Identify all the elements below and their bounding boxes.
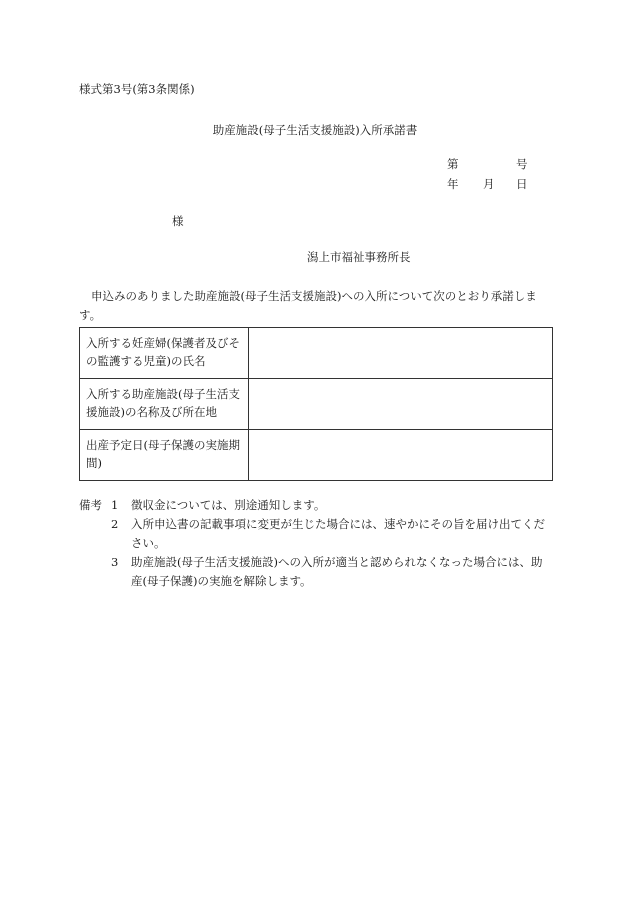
issuer-name: 潟上市福祉事務所長	[307, 250, 411, 264]
notes-heading: 備考	[79, 498, 102, 512]
note-item	[79, 515, 553, 553]
date-day-label: 日	[516, 177, 528, 191]
document-title: 助産施設(母子生活支援施設)入所承諾書	[212, 123, 418, 137]
table-row-value	[249, 379, 553, 430]
document-number-suffix: 号	[516, 157, 528, 171]
table-row-value	[249, 328, 553, 379]
table-row	[80, 430, 553, 481]
date-year-label: 年	[447, 177, 459, 191]
note-item	[79, 553, 553, 591]
table-row	[80, 328, 553, 379]
table-row-label: 入所する妊産婦(保護者及びその監護する児童)の氏名	[80, 328, 249, 379]
note-item	[79, 496, 553, 515]
note-text: 入所申込書の記載事項に変更が生じた場合には、速やかにその旨を届け出てください。	[131, 516, 545, 550]
recipient-honorific: 様	[172, 214, 184, 228]
note-number: 2	[111, 516, 119, 531]
notes-section	[79, 496, 553, 591]
date-month-label: 月	[483, 177, 495, 191]
info-table	[79, 327, 553, 481]
document-number-prefix: 第	[447, 157, 459, 171]
table-row-value	[249, 430, 553, 481]
note-text: 助産施設(母子生活支援施設)への入所が適当と認められなくなった場合には、助産(母子保護)の実施を解除します。	[131, 554, 543, 588]
note-text: 徴収金については、別途通知します。	[131, 498, 326, 512]
note-number: 3	[111, 554, 119, 569]
form-number: 様式第3号(第3条関係)	[79, 82, 195, 96]
note-number: 1	[111, 498, 119, 512]
table-row	[80, 379, 553, 430]
table-row-label: 入所する助産施設(母子生活支援施設)の名称及び所在地	[80, 379, 249, 430]
body-paragraph: 申込みのありました助産施設(母子生活支援施設)への入所について次のとおり承諾します。	[79, 289, 537, 322]
table-row-label: 出産予定日(母子保護の実施期間)	[80, 430, 249, 481]
